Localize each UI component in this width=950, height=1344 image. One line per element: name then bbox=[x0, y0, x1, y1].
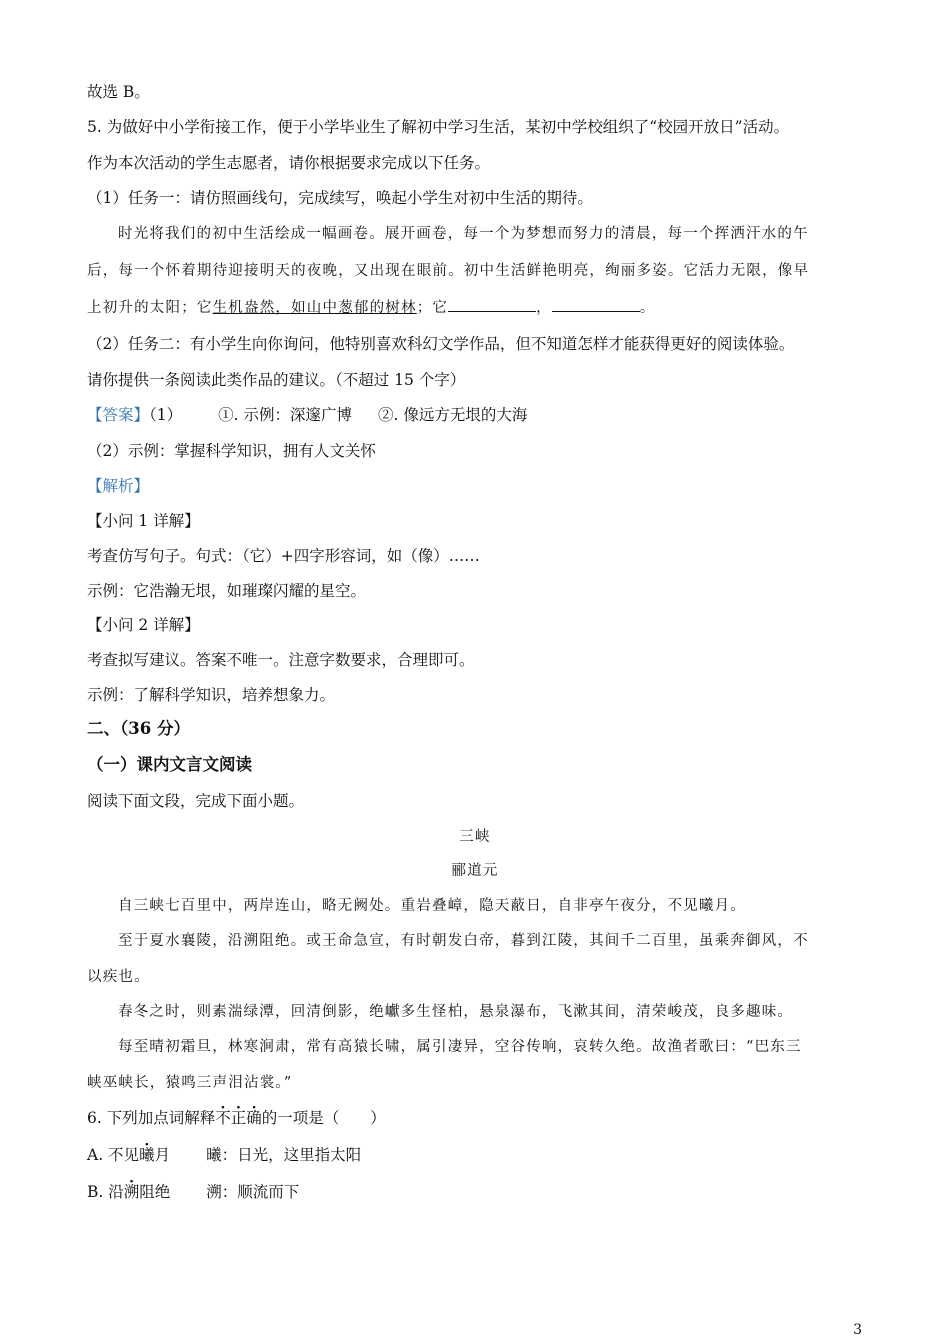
option-text: 月 bbox=[154, 1146, 171, 1164]
task-1-instruction: （1）任务一：请仿照画线句，完成续写，唤起小学生对初中生活的期待。 bbox=[87, 189, 593, 207]
text-line: 示例：了解科学知识，培养想象力。 bbox=[87, 686, 336, 704]
dotted-char: 正 bbox=[230, 1109, 247, 1127]
option-text: B. 沿 bbox=[87, 1183, 124, 1201]
fill-blank-1 bbox=[448, 297, 536, 312]
answer-option-2: ②. 像远方无垠的大海 bbox=[378, 406, 528, 424]
option-text: A. 不见 bbox=[87, 1146, 140, 1164]
underlined-sentence: 生机盎然，如山中葱郁的树林 bbox=[212, 300, 417, 316]
text-line: 阅读下面文段，完成下面小题。 bbox=[87, 792, 305, 810]
passage-text: ；它 bbox=[416, 300, 449, 316]
option-explanation: 溯：顺流而下 bbox=[206, 1183, 300, 1201]
passage-paragraph: 每至晴初霜旦，林寒涧肃，常有高猿长啸，属引凄异，空谷传响，哀转久绝。故渔者歌曰：“巴东三 bbox=[118, 1039, 802, 1055]
passage-text: 上初升的太阳；它 bbox=[87, 300, 213, 316]
text-line: 考查拟写建议。答案不唯一。注意字数要求，合理即可。 bbox=[87, 651, 475, 669]
sub-question-heading: 【小问 2 详解】 bbox=[87, 616, 200, 634]
text-line: 示例：它浩瀚无垠，如璀璨闪耀的星空。 bbox=[87, 582, 367, 600]
passage-line: 时光将我们的初中生活绘成一幅画卷。展开画卷，每一个为梦想而努力的清晨，每一个挥洒汗水的午 bbox=[118, 226, 809, 242]
passage-line-with-blanks bbox=[87, 297, 656, 319]
passage-paragraph: 自三峡七百里中，两岸连山，略无阙处。重岩叠嶂，隐天蔽日，自非亭午夜分，不见曦月。 bbox=[118, 898, 746, 914]
task-2-instruction: （2）任务二：有小学生向你询问，他特别喜欢科幻文学作品，但不知道怎样才能获得更好的阅读体验。 bbox=[87, 335, 795, 353]
option-b bbox=[87, 1181, 299, 1203]
fill-blank-2 bbox=[552, 297, 640, 312]
answer-part: （1） bbox=[149, 406, 183, 424]
page-number: 3 bbox=[853, 1322, 862, 1338]
section-heading: 二、（36 分） bbox=[87, 719, 190, 738]
passage-author: 郦道元 bbox=[451, 863, 499, 879]
passage-line: 后，每一个怀着期待迎接明天的夜晚，又出现在眼前。初中生活鲜艳明亮，绚丽多姿。它活力无限，像早 bbox=[87, 263, 810, 279]
question-5-stem: 5. 为做好中小学衔接工作，便于小学毕业生了解初中学习生活，某初中学校组织了“校园开放日”活动。 bbox=[87, 118, 790, 136]
subsection-heading: （一）课内文言文阅读 bbox=[87, 755, 252, 774]
answer-option-1: ①. 示例：深邃广博 bbox=[218, 406, 352, 424]
answer-tag: 【答案】 bbox=[87, 406, 150, 424]
option-explanation: 曦：日光，这里指太阳 bbox=[206, 1146, 362, 1164]
dotted-char: 不 bbox=[215, 1109, 231, 1127]
passage-text: ， bbox=[536, 300, 552, 316]
sub-question-heading: 【小问 1 详解】 bbox=[87, 512, 200, 530]
text-line: 作为本次活动的学生志愿者，请你根据要求完成以下任务。 bbox=[87, 154, 491, 172]
option-text: 阻绝 bbox=[139, 1183, 171, 1201]
passage-title: 三峡 bbox=[459, 829, 491, 845]
text-line: 请你提供一条阅读此类作品的建议。（不超过 15 个字） bbox=[87, 371, 466, 389]
dotted-char: 确 bbox=[246, 1109, 262, 1127]
answer-line: （2）示例：掌握科学知识，拥有人文关怀 bbox=[87, 442, 376, 460]
option-a bbox=[87, 1144, 361, 1166]
text-line: 故选 B。 bbox=[87, 83, 150, 101]
answer-line bbox=[87, 404, 527, 426]
passage-text: 。 bbox=[639, 300, 656, 316]
dotted-char: 溯 bbox=[123, 1183, 140, 1201]
analysis-tag: 【解析】 bbox=[87, 477, 150, 495]
passage-paragraph: 春冬之时，则素湍绿潭，回清倒影，绝巘多生怪柏，悬泉瀑布，飞漱其间，清荣峻茂，良多趣味。 bbox=[118, 1004, 794, 1020]
question-text: 的一项是（ ） bbox=[261, 1109, 386, 1127]
passage-paragraph-cont: 以疾也。 bbox=[87, 969, 150, 985]
text-line: 考查仿写句子。句式：（它）+四字形容词，如（像）…… bbox=[87, 547, 480, 565]
passage-paragraph: 至于夏水襄陵，沿溯阻绝。或王命急宣，有时朝发白帝，暮到江陵，其间千二百里，虽乘奔御风，不 bbox=[118, 933, 809, 949]
dotted-char: 曦 bbox=[139, 1146, 155, 1164]
question-text: 6. 下列加点词解释 bbox=[87, 1109, 216, 1127]
passage-paragraph-cont: 峡巫峡长，猿鸣三声泪沾裳。” bbox=[87, 1075, 293, 1091]
question-6-stem bbox=[87, 1107, 386, 1129]
